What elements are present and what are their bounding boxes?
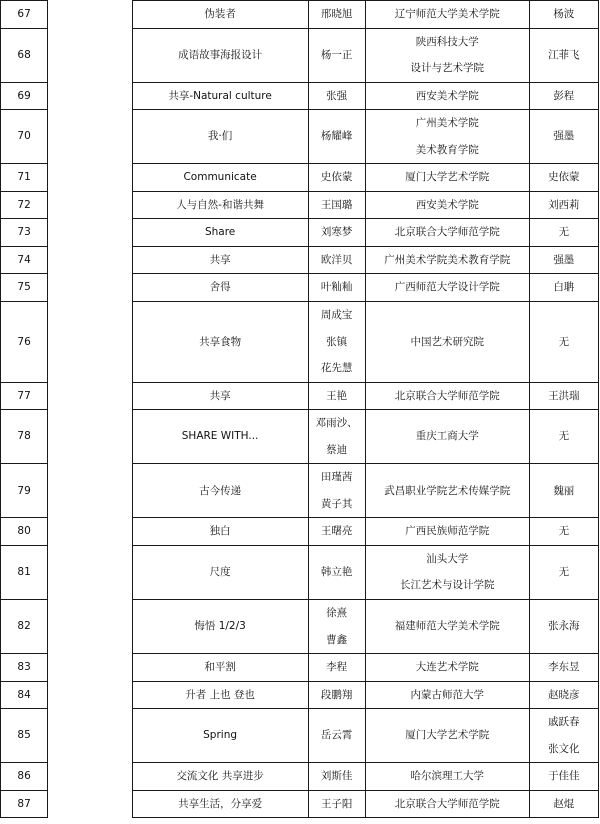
school-line: 北京联合大学师范学院: [394, 226, 500, 239]
table-row: [1, 681, 599, 709]
work-title: 伪装者: [132, 1, 308, 29]
teacher-name: 赵晓彦: [548, 688, 580, 701]
teacher-name: 王洪瑞: [548, 389, 580, 402]
work-title: 舍得: [132, 274, 308, 302]
teacher-name: 张文化: [548, 742, 580, 755]
school-line: 内蒙古师范大学: [410, 688, 484, 701]
teacher-cell: [529, 246, 598, 274]
work-title: 尺度: [132, 545, 308, 599]
author-cell: [308, 28, 365, 82]
school-line: 北京联合大学师范学院: [394, 389, 500, 402]
author-cell: [308, 246, 365, 274]
teacher-cell: [529, 545, 598, 599]
teacher-name: 无: [558, 525, 570, 538]
school-cell: [365, 219, 529, 247]
school-cell: [365, 464, 529, 518]
author-name: 邢晓旭: [320, 8, 353, 20]
author-name: 田瑾茜: [320, 471, 353, 484]
author-cell: [308, 274, 365, 302]
school-line: 长江艺术与设计学院: [399, 579, 495, 592]
teacher-name: 强墨: [553, 253, 575, 266]
table-row: [1, 110, 599, 164]
author-name: 曹鑫: [326, 633, 348, 646]
teacher-cell: [529, 382, 598, 410]
blank-cell: [48, 518, 132, 546]
row-number: 71: [1, 164, 48, 192]
table-row: [1, 654, 599, 682]
author-name: 刘寒梦: [320, 226, 353, 239]
author-name: 杨一正: [320, 48, 353, 61]
teacher-name: 刘西莉: [548, 198, 580, 211]
work-title: 共享-Natural culture: [132, 82, 308, 110]
teacher-name: 彭程: [553, 89, 575, 102]
author-cell: [308, 518, 365, 546]
award-table-body: [1, 1, 599, 818]
school-line: 福建师范大学美术学院: [394, 620, 500, 633]
author-cell: [308, 302, 365, 383]
teacher-cell: [529, 164, 598, 192]
teacher-cell: [529, 654, 598, 682]
school-line: 辽宁师范大学美术学院: [394, 8, 500, 20]
teacher-name: 史依蒙: [548, 171, 580, 184]
author-cell: [308, 191, 365, 219]
teacher-cell: [529, 681, 598, 709]
row-number: 73: [1, 219, 48, 247]
blank-cell: [48, 1, 132, 29]
author-name: 杨耀峰: [320, 130, 353, 143]
teacher-name: 李东昱: [548, 661, 580, 674]
row-number: 74: [1, 246, 48, 274]
blank-cell: [48, 82, 132, 110]
author-name: 段鹏翔: [320, 688, 353, 701]
blank-cell: [48, 191, 132, 219]
blank-cell: [48, 382, 132, 410]
blank-cell: [48, 302, 132, 383]
author-name: 韩立艳: [320, 566, 353, 579]
table-row: [1, 191, 599, 219]
teacher-cell: [529, 464, 598, 518]
teacher-name: 杨波: [553, 8, 575, 20]
teacher-name: 张永海: [548, 620, 580, 633]
school-line: 武昌职业学院艺术传媒学院: [384, 484, 511, 497]
row-number: 76: [1, 302, 48, 383]
table-row: [1, 302, 599, 383]
row-number: 67: [1, 1, 48, 29]
author-name: 周成宝: [320, 309, 353, 322]
table-row: [1, 246, 599, 274]
teacher-name: 于佳佳: [548, 770, 580, 783]
author-cell: [308, 1, 365, 29]
blank-cell: [48, 464, 132, 518]
school-line: 陕西科技大学: [415, 35, 479, 48]
teacher-cell: [529, 191, 598, 219]
work-title: 共享食物: [132, 302, 308, 383]
author-name: 徐熹: [326, 607, 348, 620]
row-number: 83: [1, 654, 48, 682]
table-row: [1, 790, 599, 818]
author-name: 李程: [326, 661, 348, 674]
author-name: 张镇: [326, 335, 348, 348]
author-name: 史依蒙: [320, 171, 353, 184]
author-name: 花先慧: [320, 362, 353, 375]
blank-cell: [48, 654, 132, 682]
teacher-cell: [529, 28, 598, 82]
teacher-cell: [529, 302, 598, 383]
table-row: [1, 1, 599, 29]
teacher-name: 戚跃春: [548, 716, 580, 729]
row-number: 72: [1, 191, 48, 219]
school-line: 重庆工商大学: [415, 430, 479, 443]
row-number: 84: [1, 681, 48, 709]
school-cell: [365, 709, 529, 763]
author-name: 欧洋贝: [320, 253, 353, 266]
table-row: [1, 410, 599, 464]
teacher-cell: [529, 410, 598, 464]
school-cell: [365, 790, 529, 818]
author-cell: [308, 464, 365, 518]
teacher-cell: [529, 110, 598, 164]
blank-cell: [48, 219, 132, 247]
author-cell: [308, 382, 365, 410]
author-cell: [308, 654, 365, 682]
teacher-cell: [529, 219, 598, 247]
row-number: 78: [1, 410, 48, 464]
school-line: 北京联合大学师范学院: [394, 797, 500, 810]
school-cell: [365, 1, 529, 29]
blank-cell: [48, 28, 132, 82]
school-cell: [365, 82, 529, 110]
work-title: 悔悟 1/2/3: [132, 600, 308, 654]
work-title: SHARE WITH...: [132, 410, 308, 464]
row-number: 81: [1, 545, 48, 599]
author-name: 蔡迪: [326, 443, 348, 456]
work-title: Spring: [132, 709, 308, 763]
school-cell: [365, 28, 529, 82]
author-cell: [308, 600, 365, 654]
author-name: 刘斯佳: [320, 770, 353, 783]
school-cell: [365, 681, 529, 709]
school-cell: [365, 164, 529, 192]
author-cell: [308, 790, 365, 818]
row-number: 85: [1, 709, 48, 763]
work-title: 共享: [132, 246, 308, 274]
school-line: 广西民族师范学院: [405, 525, 490, 538]
school-cell: [365, 382, 529, 410]
teacher-cell: [529, 600, 598, 654]
row-number: 86: [1, 763, 48, 791]
blank-cell: [48, 274, 132, 302]
work-title: 我·们: [132, 110, 308, 164]
blank-cell: [48, 681, 132, 709]
row-number: 79: [1, 464, 48, 518]
author-cell: [308, 219, 365, 247]
school-cell: [365, 246, 529, 274]
row-number: 82: [1, 600, 48, 654]
table-row: [1, 709, 599, 763]
blank-cell: [48, 110, 132, 164]
author-name: 黄子其: [320, 497, 353, 510]
table-row: [1, 164, 599, 192]
teacher-cell: [529, 518, 598, 546]
author-cell: [308, 681, 365, 709]
school-line: 汕头大学: [426, 552, 469, 565]
table-row: [1, 82, 599, 110]
blank-cell: [48, 709, 132, 763]
table-row: [1, 28, 599, 82]
work-title: 古今传递: [132, 464, 308, 518]
school-line: 设计与艺术学院: [410, 62, 484, 75]
table-row: [1, 274, 599, 302]
work-title: 升者 上也 登也: [132, 681, 308, 709]
work-title: 成语故事海报设计: [132, 28, 308, 82]
blank-cell: [48, 246, 132, 274]
blank-cell: [48, 790, 132, 818]
school-line: 中国艺术研究院: [410, 335, 484, 348]
teacher-name: 无: [558, 430, 570, 443]
school-line: 大连艺术学院: [415, 661, 479, 674]
table-row: [1, 382, 599, 410]
teacher-name: 无: [558, 566, 570, 579]
school-cell: [365, 545, 529, 599]
blank-cell: [48, 600, 132, 654]
row-number: 68: [1, 28, 48, 82]
table-row: [1, 600, 599, 654]
blank-cell: [48, 545, 132, 599]
school-line: 广西师范大学设计学院: [394, 281, 500, 294]
school-cell: [365, 763, 529, 791]
school-line: 厦门大学艺术学院: [405, 729, 490, 742]
work-title: 交流文化 共享进步: [132, 763, 308, 791]
blank-cell: [48, 763, 132, 791]
row-number: 87: [1, 790, 48, 818]
author-name: 叶籼籼: [320, 281, 353, 294]
work-title: 共享生活，分享爱: [132, 790, 308, 818]
author-cell: [308, 709, 365, 763]
teacher-name: 魏丽: [553, 484, 575, 497]
work-title: Communicate: [132, 164, 308, 192]
teacher-cell: [529, 274, 598, 302]
school-line: 西安美术学院: [415, 198, 479, 211]
row-number: 80: [1, 518, 48, 546]
author-name: 张强: [326, 89, 348, 102]
teacher-name: 强墨: [553, 130, 575, 143]
teacher-name: 江菲飞: [548, 48, 580, 61]
row-number: 75: [1, 274, 48, 302]
work-title: 独白: [132, 518, 308, 546]
table-row: [1, 518, 599, 546]
author-cell: [308, 164, 365, 192]
work-title: 和平割: [132, 654, 308, 682]
author-cell: [308, 410, 365, 464]
teacher-cell: [529, 82, 598, 110]
blank-cell: [48, 164, 132, 192]
work-title: 人与自然-和谐共舞: [132, 191, 308, 219]
teacher-cell: [529, 1, 598, 29]
school-cell: [365, 110, 529, 164]
school-line: 广州美术学院美术教育学院: [384, 253, 511, 266]
author-cell: [308, 545, 365, 599]
teacher-name: 无: [558, 335, 570, 348]
school-line: 厦门大学艺术学院: [405, 171, 490, 184]
author-name: 邓雨沙、: [315, 417, 358, 430]
table-row: [1, 219, 599, 247]
author-name: 王曙亮: [320, 525, 353, 538]
school-cell: [365, 191, 529, 219]
work-title: 共享: [132, 382, 308, 410]
table-row: [1, 545, 599, 599]
school-line: 美术教育学院: [415, 143, 479, 156]
school-cell: [365, 600, 529, 654]
school-line: 西安美术学院: [415, 89, 479, 102]
teacher-cell: [529, 709, 598, 763]
table-row: [1, 763, 599, 791]
school-cell: [365, 654, 529, 682]
author-cell: [308, 110, 365, 164]
school-cell: [365, 518, 529, 546]
table-row: [1, 464, 599, 518]
teacher-cell: [529, 763, 598, 791]
row-number: 77: [1, 382, 48, 410]
author-name: 王国璐: [320, 198, 353, 211]
author-cell: [308, 82, 365, 110]
row-number: 70: [1, 110, 48, 164]
author-name: 王子阳: [320, 797, 353, 810]
teacher-name: 无: [558, 226, 570, 239]
teacher-name: 赵焜: [553, 797, 575, 810]
row-number: 69: [1, 82, 48, 110]
school-cell: [365, 302, 529, 383]
school-line: 广州美术学院: [415, 117, 479, 130]
blank-cell: [48, 410, 132, 464]
school-cell: [365, 410, 529, 464]
author-cell: [308, 763, 365, 791]
work-title: Share: [132, 219, 308, 247]
school-line: 哈尔滨理工大学: [410, 770, 484, 783]
author-name: 岳云霄: [320, 729, 353, 742]
author-name: 王艳: [326, 389, 348, 402]
school-cell: [365, 274, 529, 302]
teacher-name: 白聃: [553, 281, 575, 294]
teacher-cell: [529, 790, 598, 818]
